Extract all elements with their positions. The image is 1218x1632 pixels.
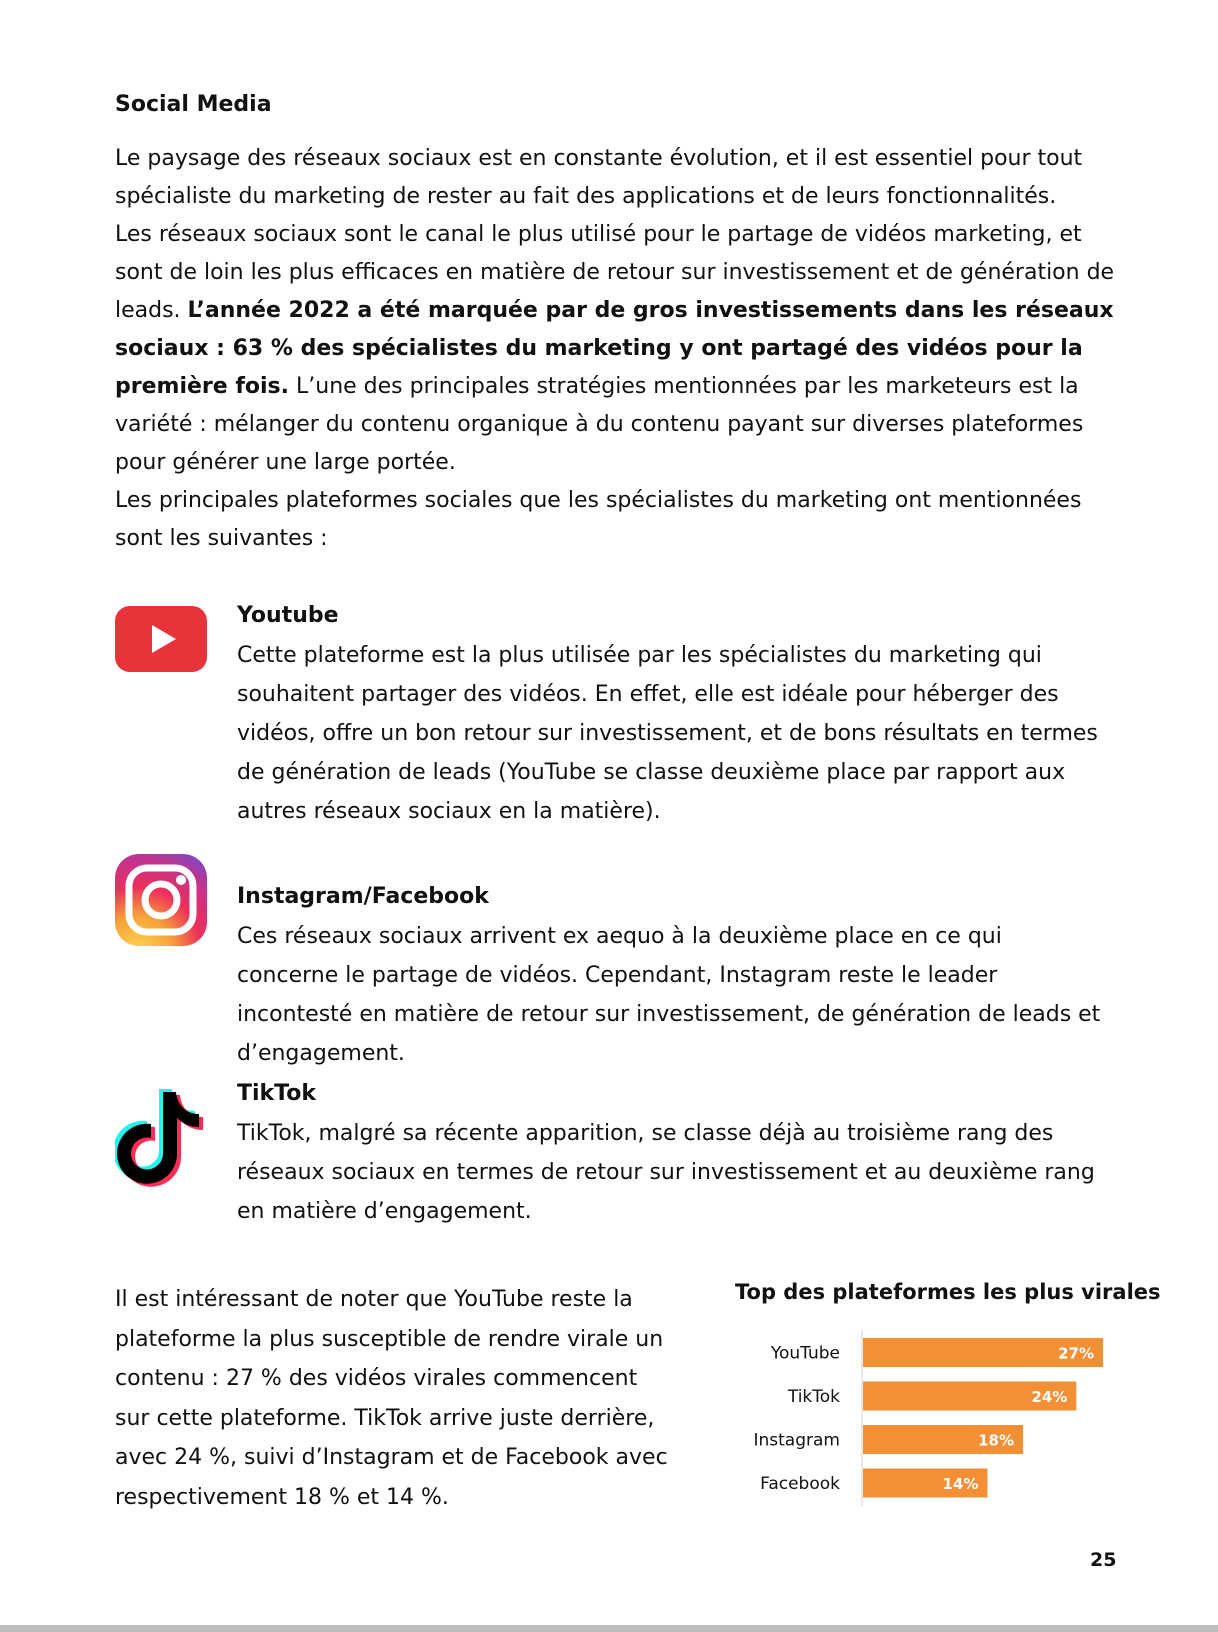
category-label: YouTube [770,1343,840,1364]
tiktok-description: TikTok, malgré sa récente apparition, se classe déjà au troisième rang des réseaux sociaux en termes de retour sur investissement et au deuxième rang en matière d’engagement. [237,1121,1095,1224]
intro-paragraph-1: Le paysage des réseaux sociaux est en constante évolution, et il est essentiel pour tout spécialiste du marketing de rester au fait des applications et de leurs fonctionnalités. [115,146,1083,209]
category-label: Facebook [760,1474,840,1494]
viral-platforms-chart [735,1280,1165,1530]
instagram-icon [115,854,207,950]
bar-chart-plot [735,1310,1165,1515]
category-label: Instagram [753,1430,840,1451]
tiktok-title: TikTok [237,1081,317,1106]
bar-value-label: 27% [1058,1344,1094,1363]
intro-paragraph-2-start: Les réseaux sociaux sont le canal le plus utilisé pour le partage de vidéos marketing, et sont de loin les plus efficaces en matière de retour sur investissement et de génération de leads. [115,222,1115,323]
intro-highlight: L’année 2022 a été marquée par de gros investissements dans les réseaux sociaux : 63 % des spécialistes du marketing y ont partagé des vidéos pour la première fois. [115,298,1114,399]
intro-paragraph-2 [115,216,1115,482]
instagram-description: Ces réseaux sociaux arrivent ex aequo à la deuxième place en ce qui concerne le partage de vidéos. Cependant, Instagram reste le leader incontesté en matière de retour sur investissement, de génération de leads et d’engagement. [237,924,1101,1066]
tiktok-icon [115,1084,207,1192]
youtube-description: Cette plateforme est la plus utilisée par les spécialistes du marketing qui souhaitent partager des vidéos. En effet, elle est idéale pour héberger des vidéos, offre un bon retour sur investissement, et de bons résultats en termes de génération de leads (YouTube se classe deuxième place par rapport aux autres réseaux sociaux en la matière). [237,643,1098,824]
page-number: 25 [1090,1549,1117,1571]
intro-paragraph-2-end: L’une des principales stratégies mentionnées par les marketeurs est la variété : mélanger du contenu organique à du contenu payant sur diverses plateformes pour générer une large portée. [115,374,1084,475]
intro-text [115,140,1115,558]
bar-value-label: 24% [1031,1388,1068,1406]
youtube-content [237,596,1107,831]
tiktok-content [237,1074,1107,1231]
instagram-title: Instagram/Facebook [237,884,489,909]
instagram-content [237,877,1107,1073]
chart-title: Top des plateformes les plus virales [735,1280,1161,1304]
youtube-icon [115,606,207,676]
bar-value-label: 14% [942,1475,979,1493]
category-label: TikTok [787,1387,840,1407]
bar-value-label: 18% [978,1431,1014,1450]
youtube-title: Youtube [237,603,339,628]
intro-paragraph-3: Les principales plateformes sociales que les spécialistes du marketing ont mentionnées sont les suivantes : [115,488,1082,551]
bottom-border [0,1625,1218,1632]
viral-summary-text: Il est intéressant de noter que YouTube reste la plateforme la plus susceptible de rendre virale un contenu : 27 % des vidéos virales commencent sur cette plateforme. TikTok arrive juste derrière, avec 24 %, suivi d’Instagram et de Facebook avec respectivement 18 % et 14 %. [115,1287,668,1510]
section-heading: Social Media [115,92,272,117]
